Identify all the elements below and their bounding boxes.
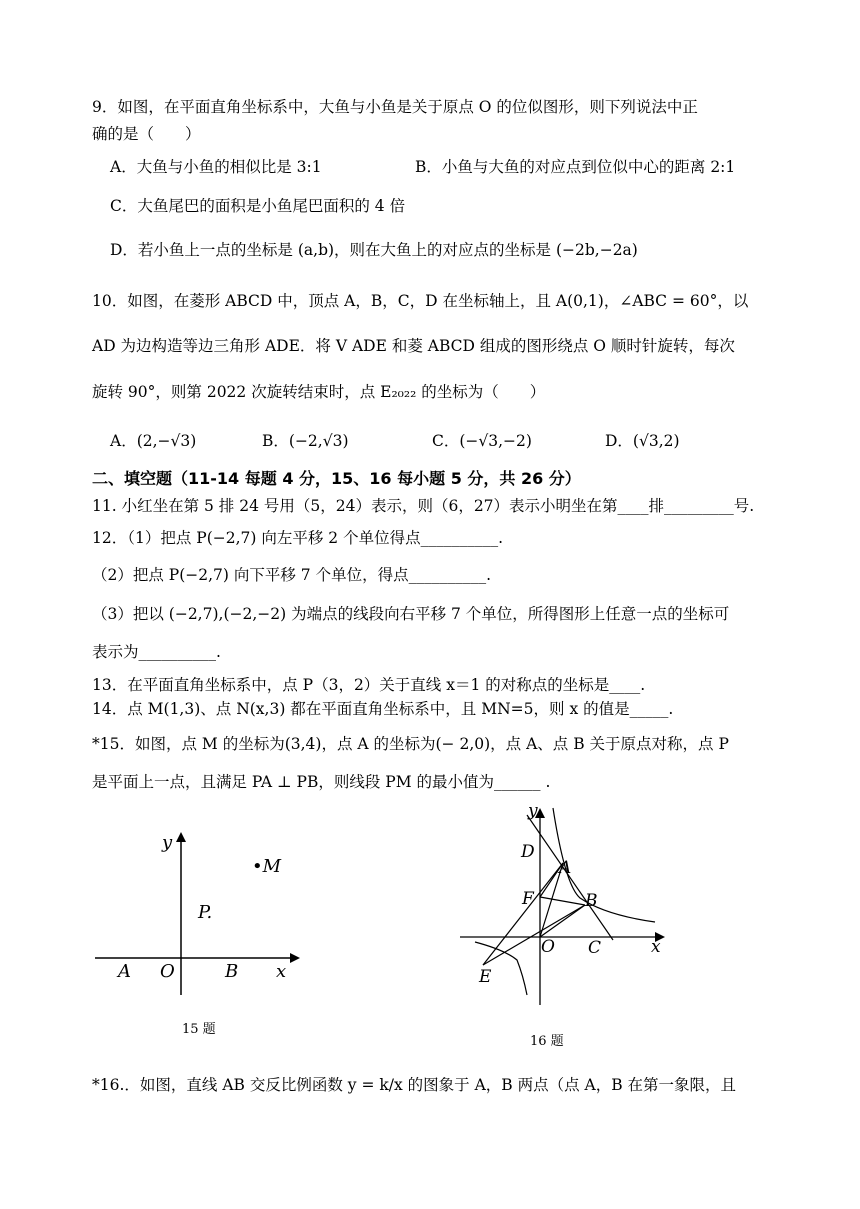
- q10-option-a: A．(2,−√3): [110, 432, 197, 450]
- figure-15: [90, 820, 310, 1020]
- fig16-label-x: x: [651, 937, 661, 957]
- fig16-line-eb: [483, 905, 585, 965]
- fig15-label-m: •M: [252, 856, 282, 877]
- q11-text: 11. 小红坐在第 5 排 24 号用（5，24）表示，则（6，27）表示小明坐在第____排_________号.: [92, 497, 755, 515]
- q10-option-b: B．(−2,√3): [262, 432, 349, 450]
- figure-16: [455, 800, 685, 1010]
- fig16-label-y: y: [528, 801, 538, 821]
- fig15-label-p: P.: [198, 902, 213, 923]
- fig16-label-c: C: [588, 938, 602, 958]
- q9-option-d: D．若小鱼上一点的坐标是 (a,b)，则在大鱼上的对应点的坐标是 (−2b,−2a): [110, 241, 638, 259]
- q14-text: 14．点 M(1,3)、点 N(x,3) 都在平面直角坐标系中，且 MN=5，则 x 的值是_____.: [92, 700, 674, 718]
- fig15-label-b: B: [225, 961, 239, 982]
- q9-stem-line2: 确的是（ ）: [92, 125, 201, 143]
- fig16-label-e: E: [479, 967, 492, 987]
- q9-option-c: C．大鱼尾巴的面积是小鱼尾巴面积的 4 倍: [110, 197, 406, 215]
- q10-option-c: C．(−√3,−2): [432, 432, 532, 450]
- fig16-label-f: F: [522, 889, 534, 909]
- fig16-label-o: O: [541, 937, 555, 957]
- fig15-label-o: O: [160, 961, 175, 982]
- section-title-fill-in: 二、填空题（11-14 每题 4 分，15、16 每小题 5 分，共 26 分）: [92, 469, 581, 488]
- fig15-caption: 15 题: [182, 1022, 216, 1037]
- q12-part4: 表示为__________.: [92, 643, 221, 661]
- fig15-x-arrow: [290, 953, 300, 963]
- fig16-caption: 16 题: [530, 1034, 564, 1049]
- fig16-label-b: B: [585, 891, 598, 911]
- q12-part2: （2）把点 P(−2,7) 向下平移 7 个单位，得点__________.: [92, 566, 492, 584]
- q10-stem-line3: 旋转 90°，则第 2022 次旋转结束时，点 E₂₀₂₂ 的坐标为（ ）: [92, 383, 546, 401]
- q12-part3: （3）把以 (−2,7),(−2,−2) 为端点的线段向右平移 7 个单位，所得图形上任意一点的坐标可: [92, 605, 730, 623]
- fig16-label-a: A: [559, 858, 572, 878]
- q9-option-a: A．大鱼与小鱼的相似比是 3:1: [110, 158, 322, 176]
- fig16-line-fb: [540, 897, 585, 905]
- q9-option-b: B．小鱼与大鱼的对应点到位似中心的距离 2:1: [415, 158, 736, 176]
- q9-stem-line1: 9．如图，在平面直角坐标系中，大鱼与小鱼是关于原点 O 的位似图形，则下列说法中正: [92, 98, 698, 116]
- q10-stem-line1: 10．如图，在菱形 ABCD 中，顶点 A，B，C，D 在坐标轴上，且 A(0,1)，∠ABC = 60°，以: [92, 292, 749, 310]
- fig16-line-ob: [540, 905, 585, 937]
- q16-text: *16.．如图，直线 AB 交反比例函数 y = k/x 的图象于 A，B 两点（点 A，B 在第一象限，且: [92, 1076, 737, 1094]
- q15-line2: 是平面上一点，且满足 PA ⊥ PB，则线段 PM 的最小值为______ .: [92, 773, 551, 791]
- q10-option-d: D．(√3,2): [605, 432, 680, 450]
- fig16-label-d: D: [521, 842, 535, 862]
- fig15-label-x: x: [276, 961, 287, 982]
- q15-line1: *15．如图，点 M 的坐标为(3,4)，点 A 的坐标为(− 2,0)，点 A、点 B 关于原点对称，点 P: [92, 735, 729, 753]
- q12-part1: 12．（1）把点 P(−2,7) 向左平移 2 个单位得点__________.: [92, 529, 503, 547]
- fig15-label-y: y: [162, 832, 173, 853]
- fig15-label-a: A: [118, 961, 131, 982]
- q10-stem-line2: AD 为边构造等边三角形 ADE．将 V ADE 和菱 ABCD 组成的图形绕点 O 顺时针旋转，每次: [92, 337, 735, 355]
- fig15-y-arrow: [176, 832, 186, 842]
- q13-text: 13．在平面直角坐标系中，点 P（3，2）关于直线 x＝1 的对称点的坐标是____.: [92, 676, 646, 694]
